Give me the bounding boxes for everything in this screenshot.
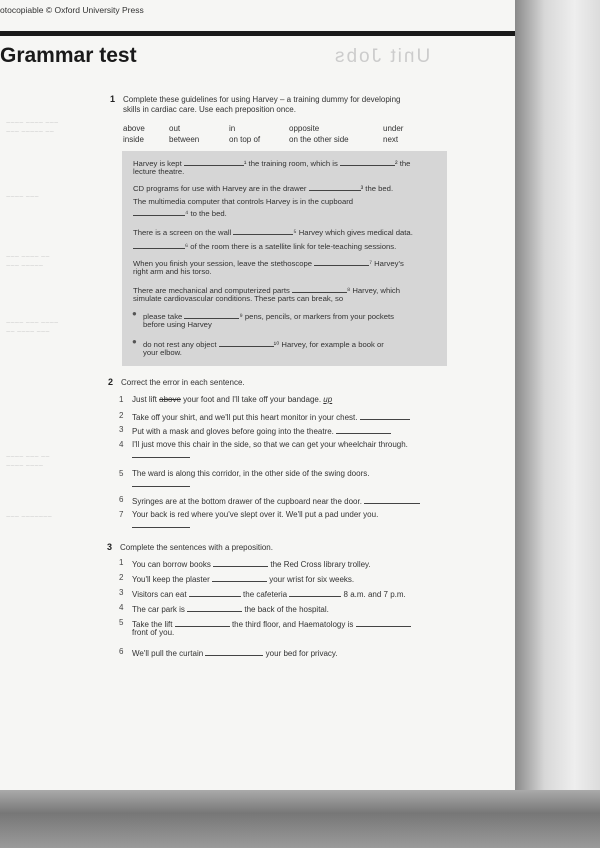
sentence-item: Your back is red where you've slept over it. We'll put a pad under you. xyxy=(132,510,379,519)
exercise-number: 2 xyxy=(108,377,114,387)
sentence-item: You'll keep the plaster your wrist for six weeks. xyxy=(132,575,355,584)
answer-blank[interactable] xyxy=(314,257,369,266)
answer-blank[interactable] xyxy=(132,449,190,458)
item-number: 1 xyxy=(119,395,124,404)
answer-blank[interactable] xyxy=(360,411,410,420)
word-option: on the other side xyxy=(289,135,349,144)
word-option: inside xyxy=(123,135,144,144)
answer-blank[interactable] xyxy=(309,182,361,191)
sentence-item-line xyxy=(132,449,190,461)
guideline-line: before using Harvey xyxy=(143,320,212,329)
sentence-item: Just lift above your foot and I'll take off your bandage. up xyxy=(132,395,333,404)
exercise-number: 3 xyxy=(107,542,113,552)
sentence-item: We'll pull the curtain your bed for privacy. xyxy=(132,649,338,658)
item-number: 7 xyxy=(119,510,124,519)
show-through-text: ~~~ ~~~~~~~ xyxy=(6,512,52,521)
guideline-line: simulate cardiovascular conditions. These parts can break, so xyxy=(133,294,344,303)
item-number: 3 xyxy=(119,588,124,597)
answer-blank[interactable] xyxy=(219,338,274,347)
item-number: 1 xyxy=(119,558,124,567)
sentence-item: Take off your shirt, and we'll put this heart monitor in your chest. xyxy=(132,411,410,423)
item-number: 3 xyxy=(119,425,124,434)
guideline-line: The multimedia computer that controls Harvey is in the cupboard xyxy=(133,197,354,206)
sentence-item-line: front of you. xyxy=(132,628,175,637)
page-bottom-shadow xyxy=(0,790,600,848)
guideline-line: When you finish your session, leave the stethoscope ⁷ Harvey's xyxy=(133,259,404,268)
publisher-line: otocopiable © Oxford University Press xyxy=(0,5,144,15)
item-number: 2 xyxy=(119,573,124,582)
item-number: 5 xyxy=(119,469,124,478)
answer-blank[interactable] xyxy=(133,240,185,249)
word-option: opposite xyxy=(289,124,320,133)
sentence-item: The car park is the back of the hospital. xyxy=(132,605,329,614)
item-number: 4 xyxy=(119,440,124,449)
guideline-line: please take ⁹ pens, pencils, or markers from your pockets xyxy=(143,312,395,321)
sentence-item: You can borrow books the Red Cross library trolley. xyxy=(132,560,371,569)
answer-blank[interactable] xyxy=(184,157,244,166)
sentence-item: Put with a mask and gloves before going into the theatre. xyxy=(132,425,391,437)
answer-blank[interactable] xyxy=(184,310,239,319)
page-title: Grammar test xyxy=(0,44,137,67)
answer-blank[interactable] xyxy=(212,573,267,582)
exercise-instruction: Correct the error in each sentence. xyxy=(121,378,245,387)
word-option: on top of xyxy=(229,135,261,144)
answer-blank[interactable] xyxy=(233,226,293,235)
guideline-line: right arm and his torso. xyxy=(133,267,212,276)
word-option: between xyxy=(169,135,200,144)
show-through-text: ~~~~ ~~~ ~~ ~~~~ ~~~~ xyxy=(6,452,50,470)
exercise-instruction: Complete these guidelines for using Harvey – a training dummy for developing xyxy=(123,95,401,104)
guideline-line: There is a screen on the wall ⁵ Harvey which gives medical data. xyxy=(133,228,413,237)
word-option: next xyxy=(383,135,399,144)
sentence-item-line xyxy=(132,519,190,531)
guideline-line: ⁴ to the bed. xyxy=(133,207,227,219)
page-binding-shadow xyxy=(515,0,600,800)
answer-blank[interactable] xyxy=(132,478,190,487)
answer-blank[interactable] xyxy=(132,519,190,528)
answer-blank[interactable] xyxy=(340,157,395,166)
sentence-item: I'll just move this chair in the side, so that we can get your wheelchair through. xyxy=(132,440,408,449)
show-through-title: Unit Jobs xyxy=(333,46,431,67)
item-number: 4 xyxy=(119,603,124,612)
guideline-line: lecture theatre. xyxy=(133,167,185,176)
show-through-text: ~~~~ ~~~ xyxy=(6,192,39,201)
guideline-line: ⁶ of the room there is a satellite link for tele-teaching sessions. xyxy=(133,240,396,252)
crossed-out-word: above xyxy=(159,395,181,404)
word-option: under xyxy=(383,124,404,133)
word-option: in xyxy=(229,124,236,133)
answer-blank[interactable] xyxy=(289,588,341,597)
item-number: 5 xyxy=(119,618,124,627)
answer-blank[interactable] xyxy=(336,425,391,434)
sentence-item: Visitors can eat the cafeteria 8 a.m. and 7 p.m. xyxy=(132,590,406,599)
preposition-word-box xyxy=(123,124,443,144)
exercise-number: 1 xyxy=(110,94,116,104)
answer-blank[interactable] xyxy=(187,603,242,612)
item-number: 6 xyxy=(119,495,124,504)
answer-blank[interactable] xyxy=(213,558,268,567)
item-number: 2 xyxy=(119,411,124,420)
sentence-item: The ward is along this corridor, in the other side of the swing doors. xyxy=(132,469,370,478)
answer-blank[interactable] xyxy=(205,647,263,656)
guideline-line: CD programs for use with Harvey are in the drawer ³ the bed. xyxy=(133,184,394,193)
answer-blank[interactable] xyxy=(292,284,347,293)
guideline-line: do not rest any object ¹⁰ Harvey, for example a book or xyxy=(143,340,384,349)
answer-blank[interactable] xyxy=(189,588,241,597)
bullet-icon: ● xyxy=(132,337,137,346)
item-number: 6 xyxy=(119,647,124,656)
exercise-instruction: skills in cardiac care. Use each preposition once. xyxy=(123,105,296,114)
show-through-text: ~~~~ ~~~ ~~~~ ~~ ~~~~ ~~~ xyxy=(6,318,59,336)
exercise-instruction: Complete the sentences with a preposition. xyxy=(120,543,273,552)
answer-blank[interactable] xyxy=(175,618,230,627)
guideline-line: Harvey is kept ¹ the training room, which is ² the xyxy=(133,159,411,168)
bullet-icon: ● xyxy=(132,309,137,318)
guideline-line: your elbow. xyxy=(143,348,182,357)
word-option: out xyxy=(169,124,181,133)
show-through-text: ~~~ ~~~~ ~~ ~~~ ~~~~~ xyxy=(6,252,50,270)
guideline-line: There are mechanical and computerized parts ⁸ Harvey, which xyxy=(133,286,401,295)
example-answer: up xyxy=(323,395,333,404)
sentence-item: Syringes are at the bottom drawer of the cupboard near the door. xyxy=(132,495,420,507)
header-rule xyxy=(0,31,515,36)
word-option: above xyxy=(123,124,145,133)
sentence-item-line xyxy=(132,478,190,490)
show-through-text: ~~~~ ~~~~ ~~~ ~~~ ~~~~~ ~~ xyxy=(6,118,59,136)
answer-blank[interactable] xyxy=(133,207,185,216)
answer-blank[interactable] xyxy=(356,618,411,627)
sentence-item: Take the lift the third floor, and Haematology is xyxy=(132,618,411,630)
answer-blank[interactable] xyxy=(364,495,420,504)
